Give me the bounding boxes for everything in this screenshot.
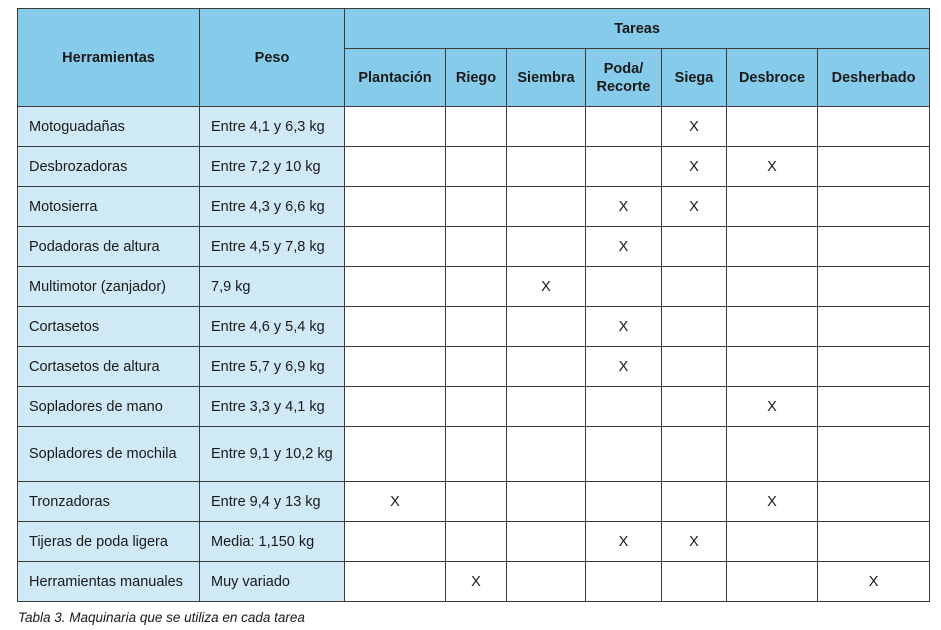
task-mark-cell	[727, 427, 818, 482]
task-mark-cell: X	[662, 522, 727, 562]
task-mark-cell	[446, 387, 507, 427]
task-mark-cell: X	[586, 187, 662, 227]
task-mark-cell	[662, 227, 727, 267]
table-row	[18, 227, 930, 267]
task-mark-cell	[507, 147, 586, 187]
tool-name-cell: Motosierra	[18, 187, 200, 227]
tool-name-cell: Tronzadoras	[18, 482, 200, 522]
table-row	[18, 107, 930, 147]
task-mark-cell	[818, 522, 930, 562]
table-row	[18, 562, 930, 602]
task-mark-cell	[818, 227, 930, 267]
task-mark-cell: X	[586, 522, 662, 562]
tool-weight-cell: Media: 1,150 kg	[200, 522, 345, 562]
task-mark-cell	[727, 347, 818, 387]
task-mark-cell	[345, 307, 446, 347]
task-mark-cell	[345, 347, 446, 387]
header-task-6: Desherbado	[818, 49, 930, 107]
task-mark-cell: X	[662, 147, 727, 187]
header-herramientas: Herramientas	[18, 9, 200, 107]
task-mark-cell	[345, 147, 446, 187]
tools-tasks-table	[17, 8, 930, 602]
tool-name-cell: Motoguadañas	[18, 107, 200, 147]
task-mark-cell: X	[818, 562, 930, 602]
task-mark-cell	[345, 107, 446, 147]
header-task-0: Plantación	[345, 49, 446, 107]
task-mark-cell: X	[586, 307, 662, 347]
tool-name-cell: Herramientas manuales	[18, 562, 200, 602]
task-mark-cell	[446, 267, 507, 307]
tool-name-cell: Cortasetos de altura	[18, 347, 200, 387]
task-mark-cell	[662, 387, 727, 427]
task-mark-cell	[662, 347, 727, 387]
header-tareas: Tareas	[345, 9, 930, 49]
task-mark-cell	[345, 522, 446, 562]
task-mark-cell: X	[586, 347, 662, 387]
tool-name-cell: Podadoras de altura	[18, 227, 200, 267]
tool-weight-cell: Entre 9,1 y 10,2 kg	[200, 427, 345, 482]
tool-weight-cell: Entre 4,3 y 6,6 kg	[200, 187, 345, 227]
task-mark-cell	[345, 267, 446, 307]
task-mark-cell	[446, 187, 507, 227]
task-mark-cell: X	[727, 387, 818, 427]
task-mark-cell	[507, 427, 586, 482]
table-row	[18, 482, 930, 522]
tool-weight-cell: 7,9 kg	[200, 267, 345, 307]
task-mark-cell	[586, 267, 662, 307]
task-mark-cell	[727, 187, 818, 227]
task-mark-cell	[446, 427, 507, 482]
task-mark-cell	[586, 482, 662, 522]
task-mark-cell	[818, 387, 930, 427]
task-mark-cell	[446, 307, 507, 347]
task-mark-cell	[586, 147, 662, 187]
table-row	[18, 147, 930, 187]
table-row	[18, 347, 930, 387]
table-body	[18, 107, 930, 602]
task-mark-cell	[446, 227, 507, 267]
task-mark-cell	[727, 562, 818, 602]
task-mark-cell	[727, 522, 818, 562]
task-mark-cell	[727, 307, 818, 347]
task-mark-cell	[586, 107, 662, 147]
task-mark-cell	[507, 107, 586, 147]
task-mark-cell	[507, 347, 586, 387]
tool-name-cell: Sopladores de mano	[18, 387, 200, 427]
task-mark-cell	[586, 562, 662, 602]
task-mark-cell	[446, 522, 507, 562]
tool-name-cell: Multimotor (zanjador)	[18, 267, 200, 307]
task-mark-cell	[727, 267, 818, 307]
task-mark-cell	[818, 427, 930, 482]
task-mark-cell	[662, 562, 727, 602]
task-mark-cell	[727, 227, 818, 267]
task-mark-cell	[345, 387, 446, 427]
tool-name-cell: Cortasetos	[18, 307, 200, 347]
task-mark-cell	[818, 347, 930, 387]
table-row	[18, 267, 930, 307]
task-mark-cell	[818, 267, 930, 307]
task-mark-cell	[586, 387, 662, 427]
tool-weight-cell: Entre 4,5 y 7,8 kg	[200, 227, 345, 267]
table-row	[18, 307, 930, 347]
task-mark-cell	[345, 187, 446, 227]
tool-weight-cell: Entre 7,2 y 10 kg	[200, 147, 345, 187]
task-mark-cell: X	[727, 482, 818, 522]
task-mark-cell	[446, 147, 507, 187]
task-mark-cell	[818, 147, 930, 187]
tool-name-cell: Tijeras de poda ligera	[18, 522, 200, 562]
task-mark-cell: X	[507, 267, 586, 307]
header-task-2: Siembra	[507, 49, 586, 107]
table-caption: Tabla 3. Maquinaria que se utiliza en cada tarea	[18, 610, 305, 625]
tool-weight-cell: Entre 9,4 y 13 kg	[200, 482, 345, 522]
task-mark-cell	[507, 187, 586, 227]
tool-weight-cell: Entre 4,6 y 5,4 kg	[200, 307, 345, 347]
task-mark-cell	[727, 107, 818, 147]
task-mark-cell: X	[662, 187, 727, 227]
tool-weight-cell: Entre 3,3 y 4,1 kg	[200, 387, 345, 427]
table-row	[18, 427, 930, 482]
tool-name-cell: Desbrozadoras	[18, 147, 200, 187]
task-mark-cell	[345, 427, 446, 482]
task-mark-cell	[507, 562, 586, 602]
task-mark-cell	[446, 107, 507, 147]
header-task-3: Poda/ Recorte	[586, 49, 662, 107]
task-mark-cell	[662, 482, 727, 522]
task-mark-cell	[662, 267, 727, 307]
header-task-4: Siega	[662, 49, 727, 107]
task-mark-cell	[818, 187, 930, 227]
task-mark-cell	[662, 307, 727, 347]
tool-weight-cell: Entre 4,1 y 6,3 kg	[200, 107, 345, 147]
task-mark-cell	[818, 482, 930, 522]
task-mark-cell: X	[662, 107, 727, 147]
table-row	[18, 387, 930, 427]
task-mark-cell: X	[446, 562, 507, 602]
task-mark-cell	[507, 307, 586, 347]
tool-weight-cell: Muy variado	[200, 562, 345, 602]
task-mark-cell: X	[727, 147, 818, 187]
task-mark-cell: X	[345, 482, 446, 522]
task-mark-cell	[507, 522, 586, 562]
table-row	[18, 522, 930, 562]
tool-weight-cell: Entre 5,7 y 6,9 kg	[200, 347, 345, 387]
task-mark-cell	[507, 482, 586, 522]
task-mark-cell: X	[586, 227, 662, 267]
tool-name-cell: Sopladores de mochila	[18, 427, 200, 482]
task-mark-cell	[818, 307, 930, 347]
table-row	[18, 187, 930, 227]
header-task-5: Desbroce	[727, 49, 818, 107]
task-mark-cell	[446, 347, 507, 387]
header-task-1: Riego	[446, 49, 507, 107]
task-mark-cell	[662, 427, 727, 482]
header-peso: Peso	[200, 9, 345, 107]
task-mark-cell	[818, 107, 930, 147]
task-mark-cell	[446, 482, 507, 522]
task-mark-cell	[586, 427, 662, 482]
task-mark-cell	[345, 227, 446, 267]
task-mark-cell	[345, 562, 446, 602]
task-mark-cell	[507, 387, 586, 427]
task-mark-cell	[507, 227, 586, 267]
